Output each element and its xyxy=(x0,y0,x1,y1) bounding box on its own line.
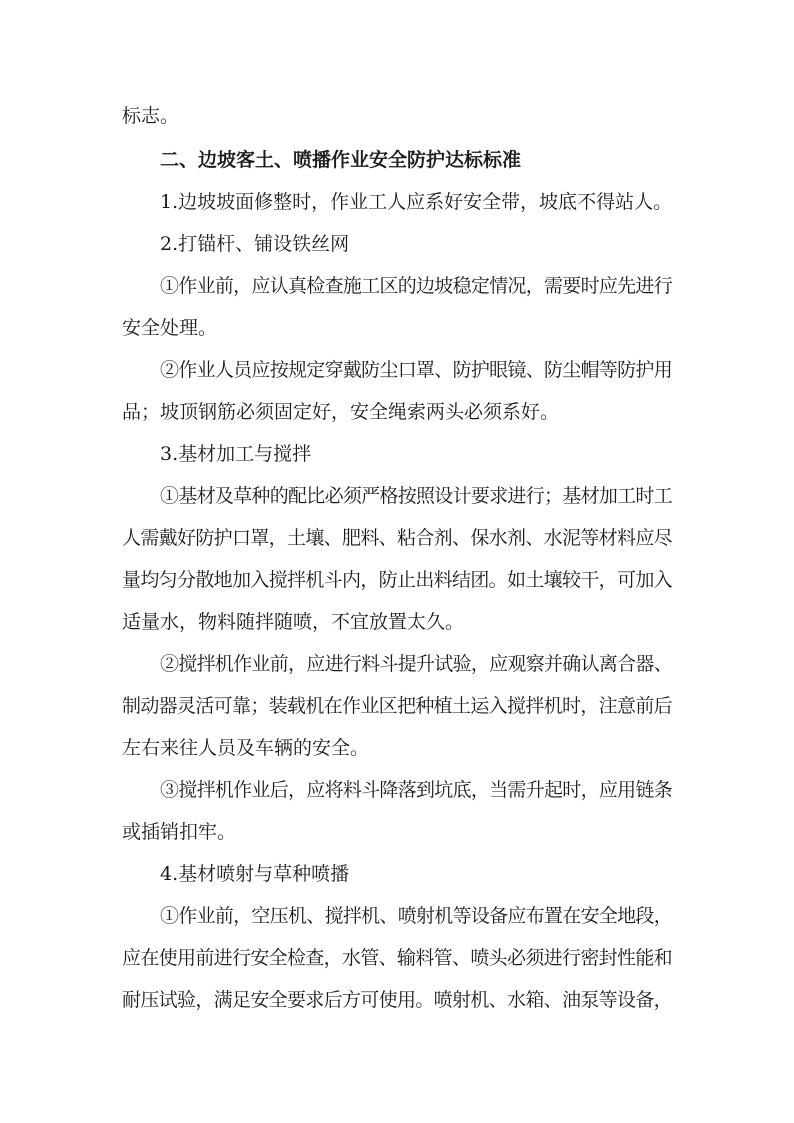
paragraph-line: 制动器灵活可靠；装载机在作业区把种植土运入搅拌机时，注意前后 xyxy=(122,695,673,717)
paragraph-line: 标志。 xyxy=(122,105,180,127)
paragraph-line: ①作业前，应认真检查施工区的边坡稳定情况，需要时应先进行 xyxy=(160,275,673,297)
paragraph-line: 左右来往人员及车辆的安全。 xyxy=(122,737,370,759)
paragraph-line: 量均匀分散地加入搅拌机斗内，防止出料结团。如土壤较干，可加入 xyxy=(122,569,673,591)
subsection-heading: 3.基材加工与搅拌 xyxy=(160,443,312,465)
subsection-heading: 4.基材喷射与草种喷播 xyxy=(160,863,350,885)
paragraph-line: 适量水，物料随拌随喷，不宜放置太久。 xyxy=(122,611,465,633)
paragraph-line: 1.边坡坡面修整时，作业工人应系好安全带，坡底不得站人。 xyxy=(160,191,673,213)
section-heading: 二、边坡客土、喷播作业安全防护达标标准 xyxy=(160,149,522,171)
paragraph-line: 应在使用前进行安全检查，水管、输料管、喷头必须进行密封性能和 xyxy=(122,947,673,969)
paragraph-line: 安全处理。 xyxy=(122,317,218,339)
paragraph-line: ②作业人员应按规定穿戴防尘口罩、防护眼镜、防尘帽等防护用 xyxy=(160,359,673,381)
paragraph-line: 品；坡顶钢筋必须固定好，安全绳索两头必须系好。 xyxy=(122,401,560,423)
subsection-heading: 2.打锚杆、铺设铁丝网 xyxy=(160,233,350,255)
paragraph-line: 人需戴好防护口罩，土壤、肥料、粘合剂、保水剂、水泥等材料应尽 xyxy=(122,527,673,549)
paragraph-line: 或插销扣牢。 xyxy=(122,821,237,843)
paragraph-line: ①作业前，空压机、搅拌机、喷射机等设备应布置在安全地段， xyxy=(160,905,673,927)
paragraph-line: ②搅拌机作业前，应进行料斗提升试验，应观察并确认离合器、 xyxy=(160,653,673,675)
paragraph-line: 耐压试验，满足安全要求后方可使用。喷射机、水箱、油泵等设备， xyxy=(122,989,673,1011)
paragraph-line: ①基材及草种的配比必须严格按照设计要求进行；基材加工时工 xyxy=(160,485,673,507)
paragraph-line: ③搅拌机作业后，应将料斗降落到坑底，当需升起时，应用链条 xyxy=(160,779,673,801)
